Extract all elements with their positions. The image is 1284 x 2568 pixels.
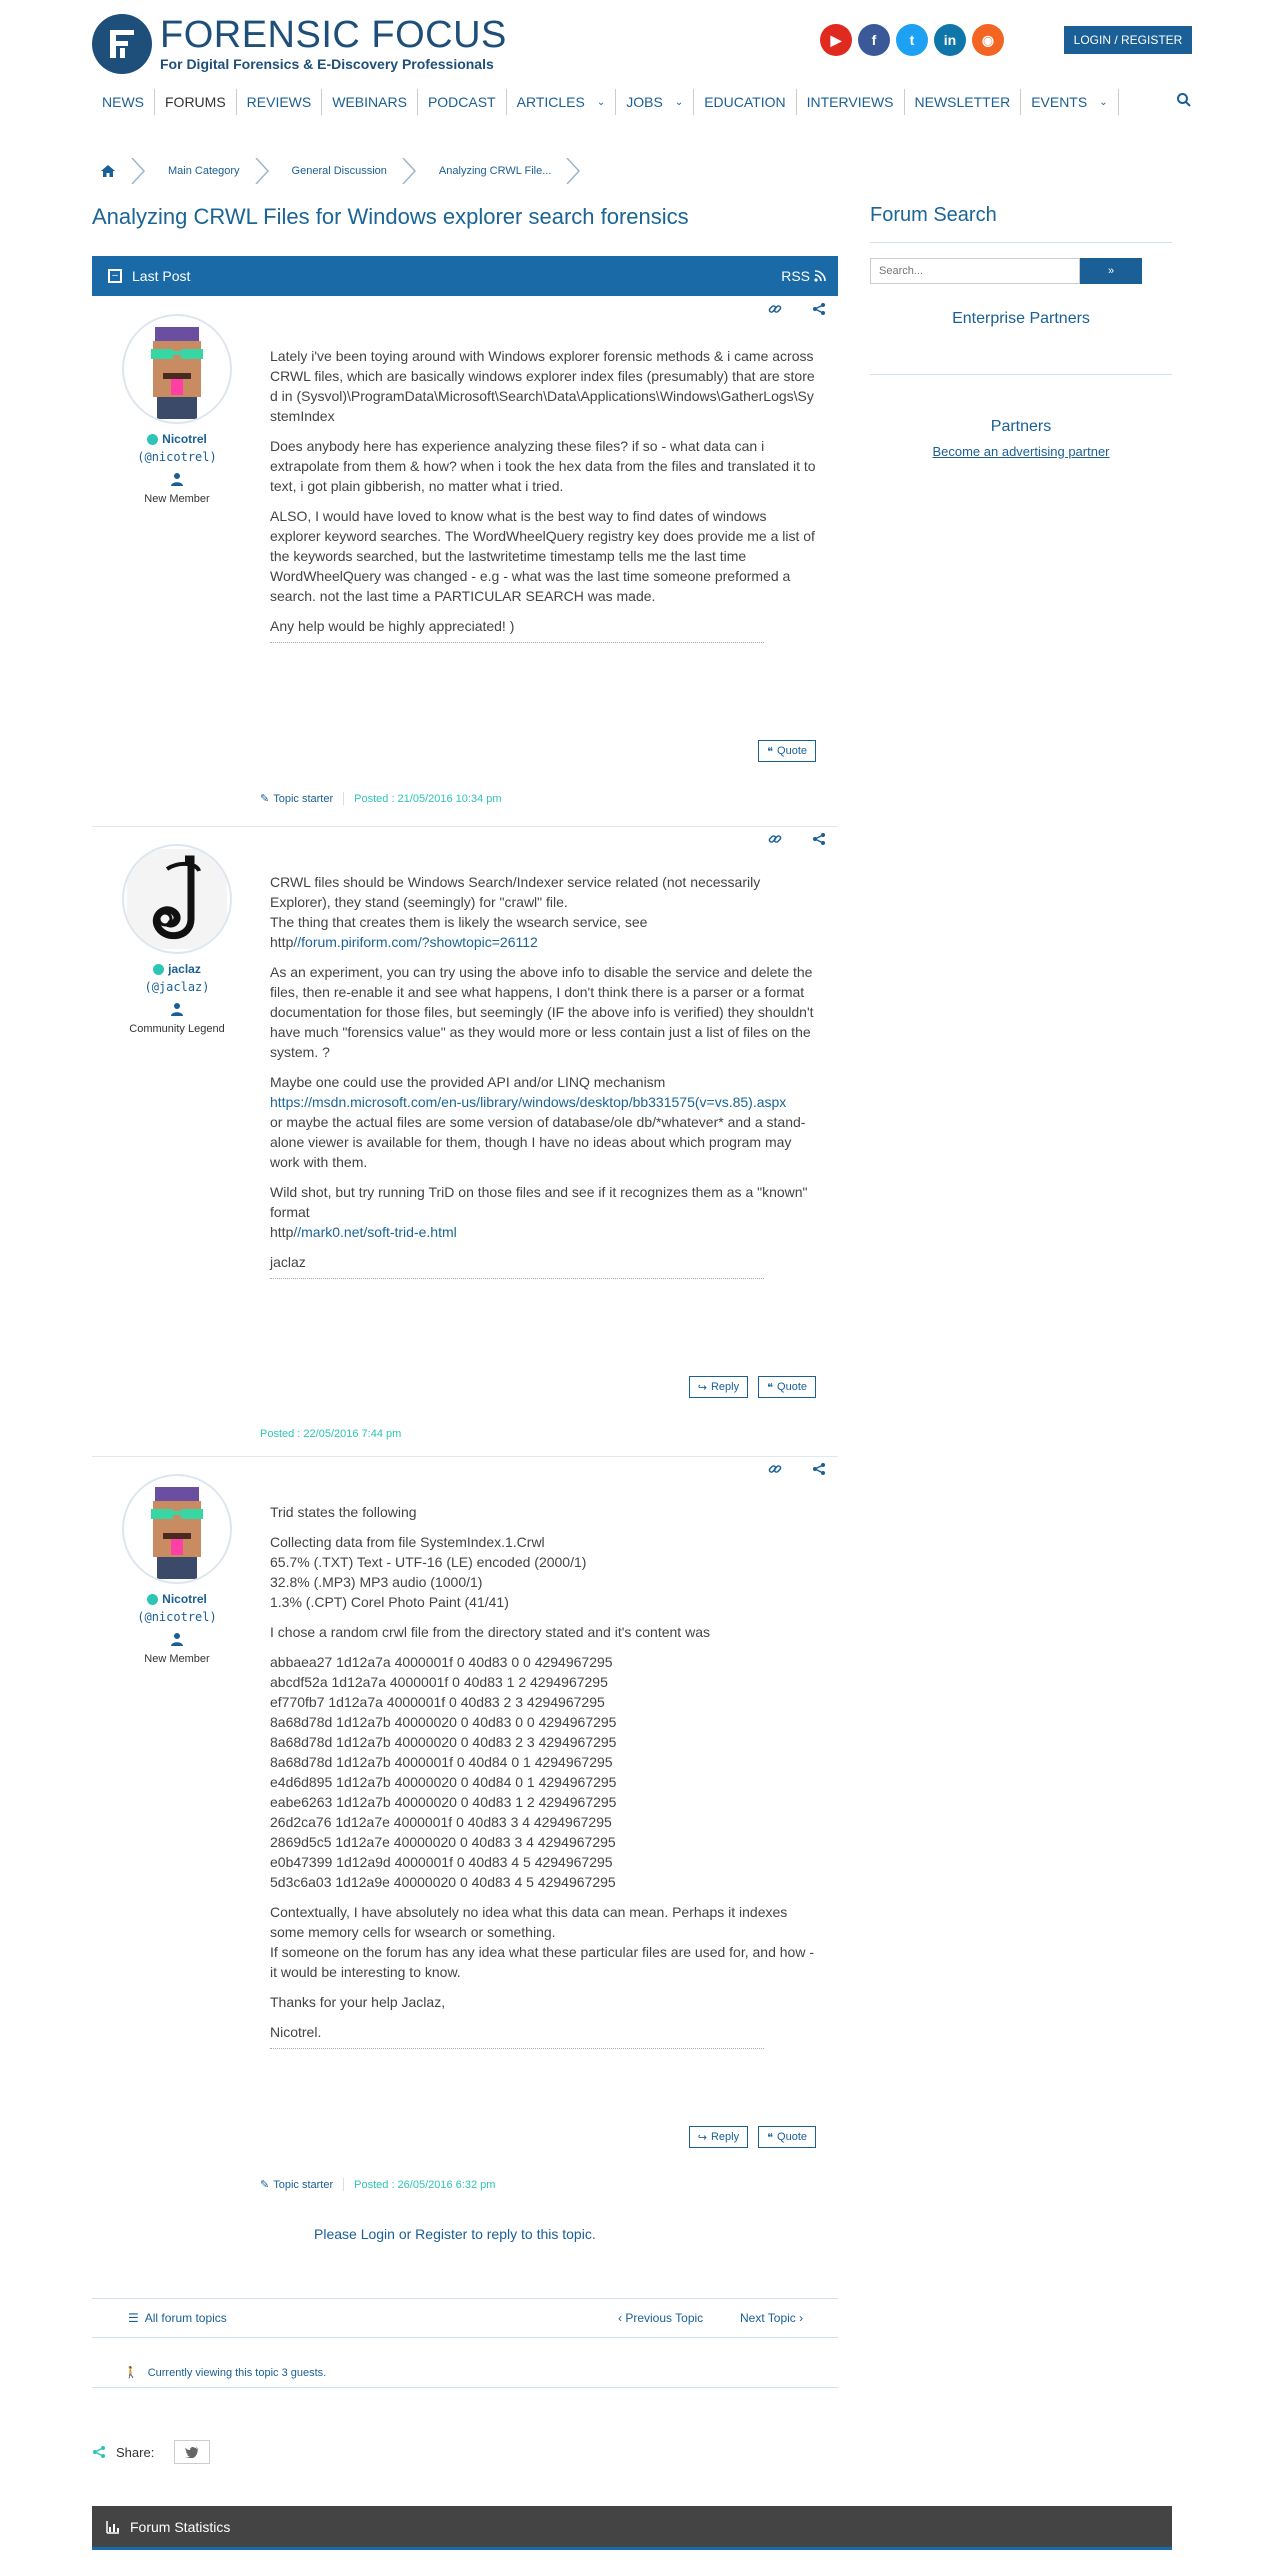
share-bar xyxy=(92,2440,210,2464)
share-icon[interactable] xyxy=(812,832,826,846)
author-handle: (@jaclaz) xyxy=(144,980,210,994)
user-icon xyxy=(170,1002,184,1016)
rss-icon[interactable]: ◉ xyxy=(972,24,1004,56)
nav-item-webinars[interactable]: WEBINARS xyxy=(322,89,418,115)
author-name[interactable] xyxy=(112,962,242,976)
post-date: Posted : 26/05/2016 6:32 pm xyxy=(354,2178,496,2191)
nav-label: JOBS xyxy=(626,94,663,110)
post-paragraph: Nicotrel. xyxy=(270,2024,322,2040)
forum-statistics-bar[interactable] xyxy=(92,2506,1172,2550)
post-text: The thing that creates them is likely the wsearch service, see xyxy=(270,914,648,930)
post-text: or maybe the actual files are some version of database/ole db/*whatever* and a stand-alone viewer is available for them, though I have no ideas about which program may work with them. xyxy=(270,1114,806,1170)
logo-mark-icon xyxy=(92,14,152,74)
post-date: Posted : 21/05/2016 10:34 pm xyxy=(354,792,502,805)
author-name-text: Nicotrel xyxy=(162,432,207,446)
link-icon[interactable] xyxy=(768,832,782,846)
logo-subtitle: For Digital Forensics & E-Discovery Professionals xyxy=(160,56,494,72)
social-links xyxy=(820,24,1004,56)
hex-line: ef770fb7 1d12a7a 4000001f 0 40d83 2 3 4294967295 xyxy=(270,1694,605,1710)
forum-search-button[interactable]: » xyxy=(1080,258,1142,284)
hex-line: eabe6263 1d12a7b 40000020 0 40d83 1 2 4294967295 xyxy=(270,1794,617,1810)
online-status-icon xyxy=(147,1594,158,1605)
post-paragraph xyxy=(270,872,816,952)
nav-item-reviews[interactable]: REVIEWS xyxy=(237,89,323,115)
avatar[interactable] xyxy=(122,314,232,424)
post-signature: jaclaz xyxy=(270,1254,306,1270)
author-rank: Community Legend xyxy=(129,1023,225,1035)
quote-icon: ❝ xyxy=(767,745,774,758)
post-content xyxy=(270,1502,816,2049)
author-name-text: jaclaz xyxy=(168,962,201,976)
share-icon[interactable] xyxy=(812,302,826,316)
quote-button[interactable] xyxy=(758,740,816,762)
previous-topic-label: Previous Topic xyxy=(625,2311,704,2325)
signature-divider xyxy=(270,642,764,643)
hex-line: 8a68d78d 1d12a7b 40000020 0 40d83 2 3 4294967295 xyxy=(270,1734,617,1750)
person-icon: 🚶 xyxy=(124,2367,138,2379)
forum-search-title: Forum Search xyxy=(870,204,997,226)
hex-line: 5d3c6a03 1d12a9e 40000020 0 40d83 4 5 4294967295 xyxy=(270,1874,616,1890)
post-text: Maybe one could use the provided API and/or LINQ mechanism xyxy=(270,1074,666,1090)
hex-line: 2869d5c5 1d12a7e 40000020 0 40d83 3 4 4294967295 xyxy=(270,1834,616,1850)
breadcrumb-separator-icon xyxy=(401,158,419,184)
share-label: Share: xyxy=(116,2444,155,2460)
chevron-left-icon: ‹ xyxy=(618,2311,626,2325)
breadcrumb-item[interactable]: General Discussion xyxy=(291,165,387,177)
linkedin-icon[interactable]: in xyxy=(934,24,966,56)
last-post-link[interactable]: Last Post xyxy=(132,268,191,284)
user-icon xyxy=(170,1632,184,1646)
trid-line: Collecting data from file SystemIndex.1.Crwl xyxy=(270,1534,545,1550)
post-paragraph: ALSO, I would have loved to know what is the best way to find dates of windows explorer keyword searches. The WordWheelQuery registry key does provide me a list of the keywords searched, but the lastwritetime timestamp tells me the last time WordWheelQuery was changed - e.g - what was the last time someone preformed a search. not the last time a PARTICULAR SEARCH was made. xyxy=(270,508,815,604)
trid-line: 65.7% (.TXT) Text - UTF-16 (LE) encoded (2000/1) xyxy=(270,1554,587,1570)
post-text: Wild shot, but try running TriD on those files and see if it recognizes them as a "known" format xyxy=(270,1184,808,1220)
trid-output xyxy=(270,1532,816,1612)
search-icon[interactable] xyxy=(1176,92,1192,111)
rss-link[interactable] xyxy=(781,268,826,284)
quote-icon: ❝ xyxy=(767,1381,774,1394)
online-status-icon xyxy=(147,434,158,445)
share-icon xyxy=(92,2445,106,2459)
author-name-text: Nicotrel xyxy=(162,1592,207,1606)
hex-line: abbaea27 1d12a7a 4000001f 0 40d83 0 0 4294967295 xyxy=(270,1654,613,1670)
quote-button[interactable] xyxy=(758,1376,816,1398)
topic-starter-label: Topic starter xyxy=(273,792,334,805)
breadcrumb xyxy=(92,158,583,184)
bar-chart-icon xyxy=(106,2520,120,2534)
signature-divider xyxy=(270,1278,764,1279)
chevron-right-icon: › xyxy=(795,2311,804,2325)
nav-item-education[interactable]: EDUCATION xyxy=(694,89,796,115)
author-name[interactable] xyxy=(112,1592,242,1606)
nav-item-newsletter[interactable]: NEWSLETTER xyxy=(905,89,1022,115)
post-paragraph xyxy=(270,1072,816,1172)
previous-topic-link[interactable] xyxy=(618,2311,703,2325)
author-handle: (@nicotrel) xyxy=(137,1610,217,1624)
breadcrumb-separator-icon xyxy=(254,158,272,184)
post-content xyxy=(270,872,816,1279)
viewers-text: Currently viewing this topic 3 guests. xyxy=(147,2366,327,2379)
forum-post xyxy=(92,1460,838,2200)
hex-line: 26d2ca76 1d12a7e 4000001f 0 40d83 3 4 4294967295 xyxy=(270,1814,612,1830)
quote-button[interactable] xyxy=(758,2126,816,2148)
nav-label: EVENTS xyxy=(1031,94,1088,110)
home-icon[interactable] xyxy=(92,158,130,184)
hex-line: e4d6d895 1d12a7b 40000020 0 40d84 0 1 4294967295 xyxy=(270,1774,617,1790)
post-actions xyxy=(768,1462,826,1476)
avatar[interactable] xyxy=(122,1474,232,1584)
user-icon xyxy=(170,472,184,486)
nav-item-articles[interactable] xyxy=(507,89,617,115)
post-actions xyxy=(768,302,826,316)
post-buttons xyxy=(758,740,816,762)
post-author xyxy=(112,314,242,505)
signature-divider xyxy=(270,2048,764,2049)
nav-item-interviews[interactable]: INTERVIEWS xyxy=(797,89,905,115)
breadcrumb-separator-icon xyxy=(565,158,583,184)
topic-starter-badge xyxy=(260,792,344,805)
nav-item-news[interactable]: NEWS xyxy=(92,89,155,115)
post-date: Posted : 22/05/2016 7:44 pm xyxy=(260,1428,402,1440)
post-link[interactable]: //forum.piriform.com/?showtopic=26112 xyxy=(293,934,538,950)
reply-label: Reply xyxy=(710,2131,740,2143)
rss-icon xyxy=(814,270,826,282)
enterprise-partners-title: Enterprise Partners xyxy=(952,310,1090,327)
post-paragraph: Thanks for your help Jaclaz, xyxy=(270,1994,446,2010)
nav-item-podcast[interactable]: PODCAST xyxy=(418,89,507,115)
site-header xyxy=(92,14,1192,78)
post-paragraph: Does anybody here has experience analyzing these files? if so - what data can i extrapolate from them & how? when i took the hex data from the files and translated it to text, i got plain gibberish, no matter what i tried. xyxy=(270,438,816,494)
reply-label: Reply xyxy=(710,1381,740,1393)
post-divider xyxy=(92,826,838,827)
hex-line: 8a68d78d 1d12a7b 40000020 0 40d83 0 0 4294967295 xyxy=(270,1714,617,1730)
nav-item-jobs[interactable] xyxy=(616,89,694,115)
post-meta xyxy=(260,1428,401,1440)
post-text: http xyxy=(270,934,294,950)
breadcrumb-item[interactable]: Main Category xyxy=(168,165,240,177)
post-content xyxy=(270,346,816,643)
trid-line: 32.8% (.MP3) MP3 audio (1000/1) xyxy=(270,1574,483,1590)
all-topics-link[interactable] xyxy=(128,2311,227,2325)
hex-line: 8a68d78d 1d12a7b 4000001f 0 40d84 0 1 4294967295 xyxy=(270,1754,613,1770)
list-icon: ☰ xyxy=(128,2311,139,2325)
collapse-icon[interactable]: – xyxy=(108,269,122,283)
post-link[interactable]: https://msdn.microsoft.com/en-us/library/windows/desktop/bb331575(v=vs.85).aspx xyxy=(270,1094,787,1110)
author-handle: (@nicotrel) xyxy=(137,450,217,464)
chevron-down-icon: ⌄ xyxy=(1099,96,1108,108)
twitter-icon[interactable]: t xyxy=(896,24,928,56)
post-paragraph xyxy=(270,1182,816,1242)
post-paragraph: Any help would be highly appreciated! ) xyxy=(270,618,515,634)
quote-icon: ❝ xyxy=(767,2131,774,2144)
feather-icon: ✎ xyxy=(260,2179,270,2191)
hex-line: abcdf52a 1d12a7a 4000001f 0 40d83 1 2 4294967295 xyxy=(270,1674,608,1690)
post-text: http xyxy=(270,1224,294,1240)
facebook-icon[interactable]: f xyxy=(858,24,890,56)
nav-item-forums[interactable]: FORUMS xyxy=(155,89,237,115)
main-nav xyxy=(92,88,1192,116)
hex-line: e0b47399 1d12a9d 4000001f 0 40d83 4 5 4294967295 xyxy=(270,1854,613,1870)
nav-label: ARTICLES xyxy=(516,94,585,110)
online-status-icon xyxy=(153,964,164,975)
author-rank: New Member xyxy=(144,1653,210,1665)
share-icon[interactable] xyxy=(812,1462,826,1476)
post-paragraph: As an experiment, you can try using the above info to disable the service and delete the files, then re-enable it and see what happens, I don't think there is a parser or a format documentation for those files, but seemingly (IF the above info is verified) they shouldn't have much "forensics value" as they would more or less contain just a list of files on the system. ? xyxy=(270,964,814,1060)
login-to-reply-link[interactable]: Please Login or Register to reply to this topic. xyxy=(314,2226,596,2242)
reply-button[interactable] xyxy=(689,1376,748,1398)
post-text: Contextually, I have absolutely no idea what this data can mean. Perhaps it indexes some memory cells for wsearch or something. xyxy=(270,1904,788,1940)
author-name[interactable] xyxy=(112,432,242,446)
topic-header-bar xyxy=(92,256,838,296)
avatar[interactable] xyxy=(122,844,232,954)
trid-line: 1.3% (.CPT) Corel Photo Paint (41/41) xyxy=(270,1594,509,1610)
all-topics-label: All forum topics xyxy=(144,2311,227,2325)
twitter-share-button[interactable] xyxy=(174,2440,210,2464)
quote-label: Quote xyxy=(777,2131,807,2143)
topic-navigation xyxy=(92,2298,838,2338)
login-register-button[interactable]: LOGIN / REGISTER xyxy=(1064,26,1192,54)
reply-button[interactable] xyxy=(689,2126,748,2148)
partners-title: Partners xyxy=(990,418,1052,435)
reply-icon: ↪ xyxy=(697,1381,707,1394)
post-author xyxy=(112,844,242,1035)
chevron-down-icon: ⌄ xyxy=(596,96,606,108)
post-paragraph: I chose a random crwl file from the directory stated and it's content was xyxy=(270,1624,710,1640)
quote-label: Quote xyxy=(777,1381,807,1393)
page-title: Analyzing CRWL Files for Windows explorer search forensics xyxy=(92,204,689,229)
twitter-icon xyxy=(185,2446,199,2458)
post-meta xyxy=(260,2178,495,2191)
post-paragraph: Lately i've been toying around with Windows explorer forensic methods & i came across CRWL files, which are basically windows explorer index files (presumably) that are stored in (Sysvol)\ProgramData\Microsoft\Search\Data\Applications\Windows\GatherLogs\SystemIndex xyxy=(270,348,815,424)
post-author xyxy=(112,1474,242,1665)
nav-item-events[interactable] xyxy=(1021,89,1118,115)
next-topic-label: Next Topic xyxy=(740,2311,796,2325)
rss-label: RSS xyxy=(781,268,810,284)
post-link[interactable]: //mark0.net/soft-trid-e.html xyxy=(293,1224,457,1240)
post-buttons xyxy=(689,1376,816,1398)
forum-post xyxy=(92,830,838,1450)
post-meta xyxy=(260,792,502,805)
next-topic-link[interactable] xyxy=(740,2311,803,2325)
sidebar-divider xyxy=(870,374,1172,375)
post-text: If someone on the forum has any idea what these particular files are used for, and how - it would be interesting to know. xyxy=(270,1944,814,1980)
link-icon[interactable] xyxy=(768,302,782,316)
forum-search-input[interactable] xyxy=(870,258,1080,284)
site-logo[interactable] xyxy=(92,14,507,74)
advertising-partner-link[interactable]: Become an advertising partner xyxy=(932,444,1110,459)
reply-icon: ↪ xyxy=(697,2131,707,2144)
breadcrumb-item-current[interactable]: Analyzing CRWL File... xyxy=(438,165,552,177)
breadcrumb-separator-icon xyxy=(130,158,148,184)
sidebar-divider xyxy=(870,242,1172,243)
forum-post xyxy=(92,300,838,820)
post-buttons xyxy=(689,2126,816,2148)
post-paragraph xyxy=(270,1902,816,1982)
link-icon[interactable] xyxy=(768,1462,782,1476)
feather-icon: ✎ xyxy=(260,793,270,805)
forum-statistics-label: Forum Statistics xyxy=(130,2518,231,2535)
logo-title: FORENSIC FOCUS xyxy=(160,14,507,56)
topic-starter-badge xyxy=(260,2178,344,2191)
post-text: CRWL files should be Windows Search/Indexer service related (not necessarily Explorer), they stand (seemingly) for "crawl" file. xyxy=(270,874,761,910)
hex-dump xyxy=(270,1652,816,1892)
post-paragraph: Trid states the following xyxy=(270,1504,417,1520)
topic-starter-label: Topic starter xyxy=(273,2178,334,2191)
author-rank: New Member xyxy=(144,493,210,505)
viewers-info xyxy=(92,2358,838,2388)
post-actions xyxy=(768,832,826,846)
post-divider xyxy=(92,1456,838,1457)
quote-label: Quote xyxy=(777,745,807,757)
chevron-down-icon: ⌄ xyxy=(674,96,684,108)
youtube-icon[interactable]: ▶ xyxy=(820,24,852,56)
